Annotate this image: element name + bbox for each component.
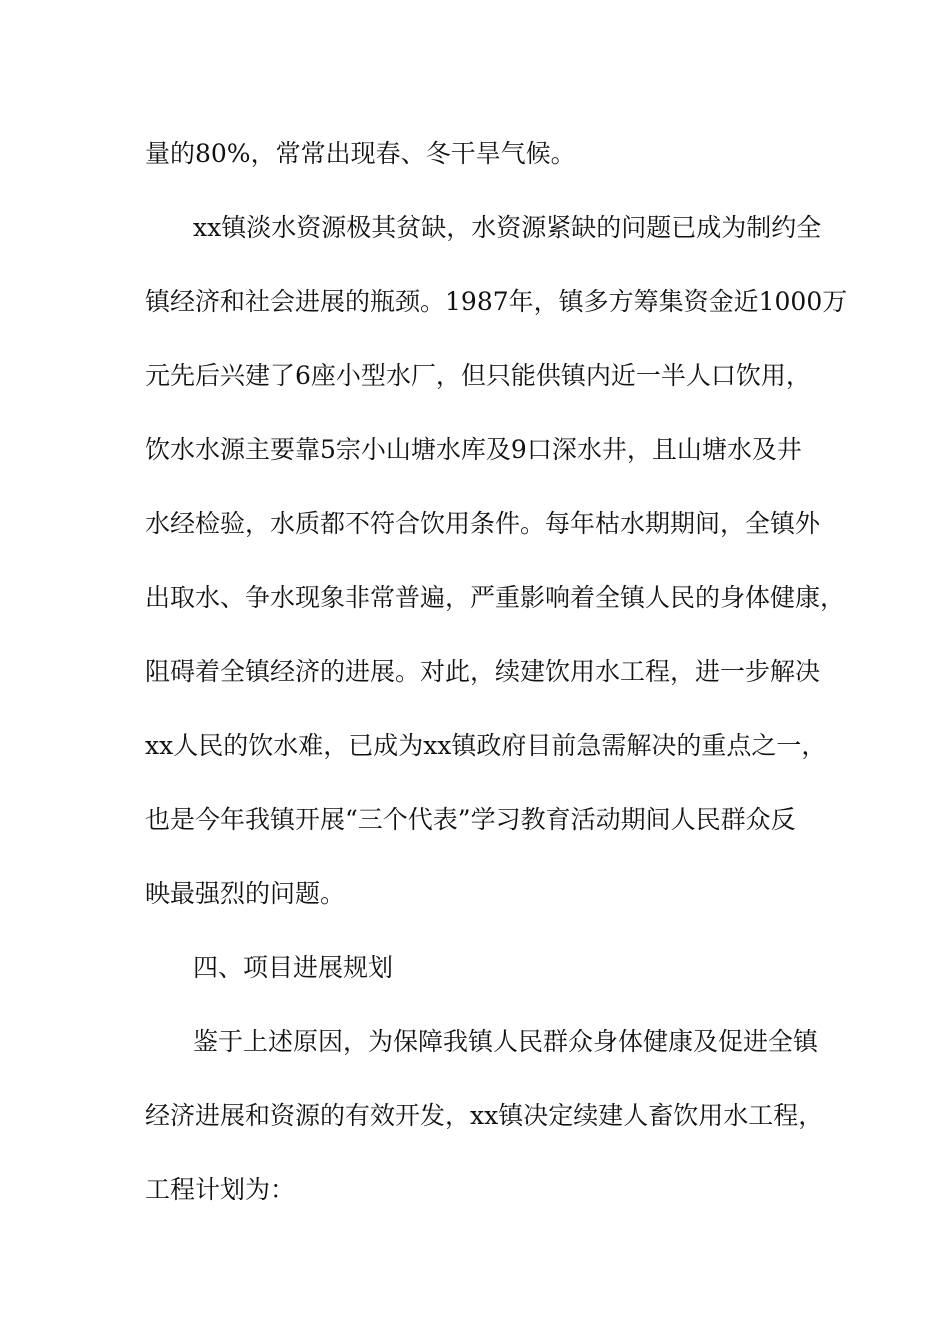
- paragraph-first-line: 鉴于上述原因，为保障我镇人民群众身体健康及促进全镇: [193, 1027, 819, 1056]
- text-line: 元先后兴建了6座小型水厂，但只能供镇内近一半人口饮用，: [145, 361, 811, 390]
- text-line: 饮水水源主要靠5宗小山塘水库及9口深水井，且山塘水及井: [145, 435, 802, 464]
- section-heading: 四、项目进展规划: [193, 953, 394, 982]
- text-line: 工程计划为：: [145, 1175, 296, 1204]
- text-line: 经济进展和资源的有效开发，xx镇决定续建人畜饮用水工程，: [145, 1101, 824, 1130]
- text-line: 出取水、争水现象非常普遍，严重影响着全镇人民的身体健康，: [145, 583, 846, 612]
- paragraph-first-line: xx镇淡水资源极其贫缺，水资源紧缺的问题已成为制约全: [193, 213, 822, 242]
- text-line: 阻碍着全镇经济的进展。对此，续建饮用水工程，进一步解决: [145, 657, 821, 686]
- text-line: 映最强烈的问题。: [145, 879, 346, 908]
- text-line: 量的80%，常常出现春、冬干旱气候。: [145, 139, 576, 168]
- text-line: 镇经济和社会进展的瓶颈。1987年，镇多方筹集资金近1000万: [145, 287, 848, 316]
- text-line: 也是今年我镇开展“三个代表”学习教育活动期间人民群众反: [145, 805, 796, 834]
- text-line: xx人民的饮水难，已成为xx镇政府目前急需解决的重点之一，: [145, 731, 827, 760]
- text-line: 水经检验，水质都不符合饮用条件。每年枯水期期间，全镇外: [145, 509, 821, 538]
